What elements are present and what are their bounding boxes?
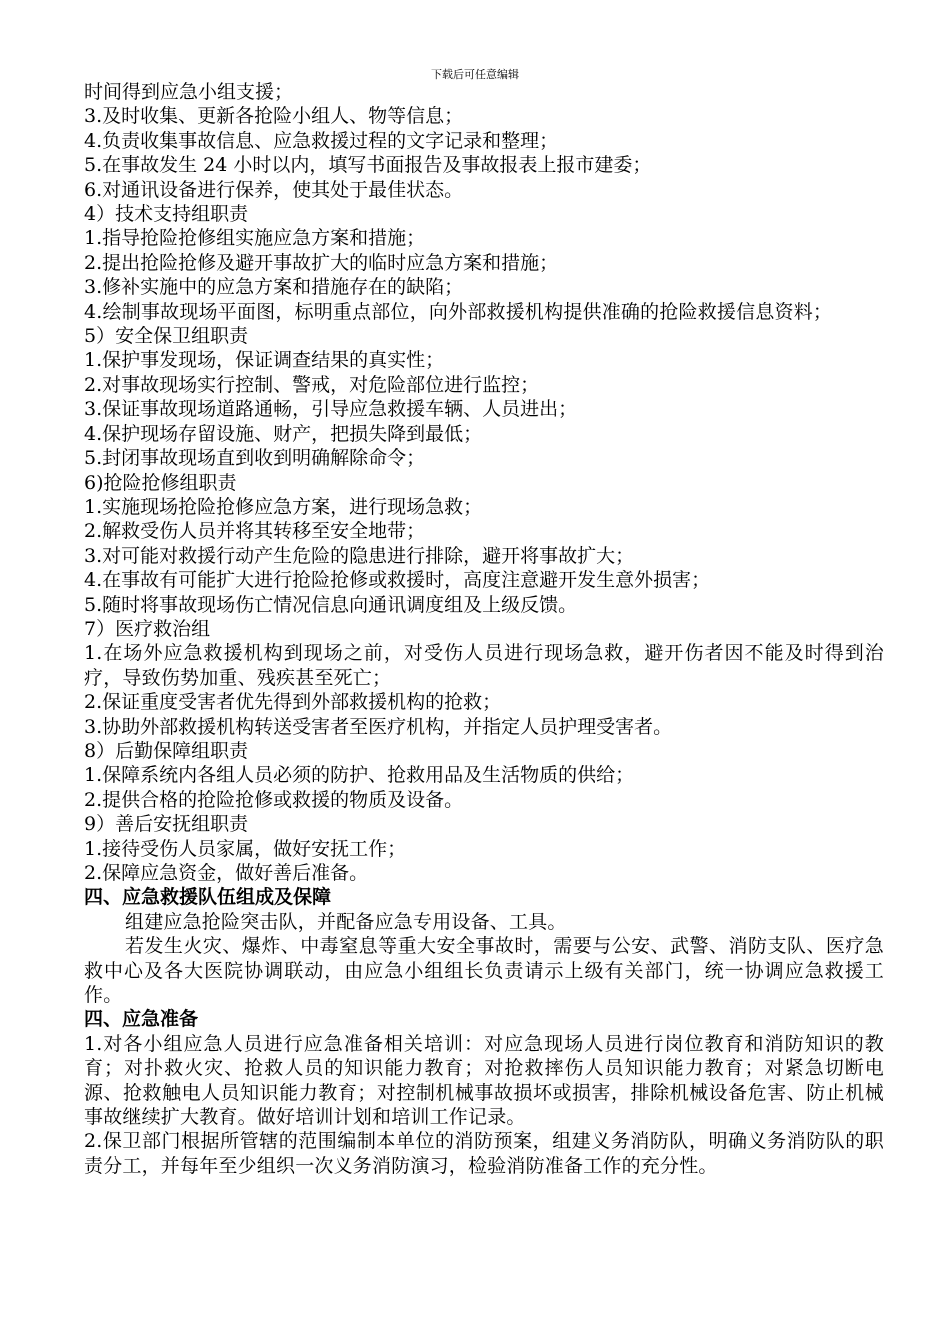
text-line: 3.修补实施中的应急方案和措施存在的缺陷；: [84, 276, 464, 299]
text-line: 5.在事故发生 24 小时以内，填写书面报告及事故报表上报市建委；: [84, 154, 652, 177]
text-line: 1.保障系统内各组人员必须的防护、抢救用品及生活物质的供给；: [84, 764, 635, 787]
indented-paragraph: 若发生火灾、爆炸、中毒窒息等重大安全事故时，需要与公安、武警、消防支队、医疗急救中心及各大医院协调联动，由应急小组组长负责请示上级有关部门，统一协调应急救援工作。: [84, 935, 884, 1007]
section-heading: 四、应急救援队伍组成及保障: [84, 886, 332, 909]
text-line: 4.负责收集事故信息、应急救援过程的文字记录和整理；: [84, 129, 559, 152]
text-line: 2.提供合格的抢险抢修或救援的物质及设备。: [84, 788, 464, 811]
text-line: 3.对可能对救援行动产生危险的隐患进行排除，避开将事故扩大；: [84, 544, 635, 567]
text-paragraph: 4.绘制事故现场平面图，标明重点部位，向外部救援机构提供准确的抢险救援信息资料；: [84, 300, 833, 323]
text-line: 4.保护现场存留设施、财产，把损失降到最低；: [84, 422, 483, 445]
text-paragraph: 2.保卫部门根据所管辖的范围编制本单位的消防预案，组建义务消防队，明确义务消防队的职责分工，并每年至少组织一次义务消防演习，检验消防准备工作的充分性。: [84, 1130, 884, 1177]
text-line: 6.对通讯设备进行保养，使其处于最佳状态。: [84, 178, 464, 201]
text-paragraph: 1.在场外应急救援机构到现场之前，对受伤人员进行现场急救，避开伤者因不能及时得到治疗，导致伤势加重、残疾甚至死亡；: [84, 642, 884, 689]
text-line: 4.在事故有可能扩大进行抢险抢修或救援时，高度注意避开发生意外损害；: [84, 569, 711, 592]
indented-paragraph: 组建应急抢险突击队，并配备应急专用设备、工具。: [125, 910, 567, 933]
text-line: 3.协助外部救援机构转送受害者至医疗机构，并指定人员护理受害者。: [84, 715, 673, 738]
text-line: 5.随时将事故现场伤亡情况信息向通讯调度组及上级反馈。: [84, 593, 578, 616]
text-line: 2.保证重度受害者优先得到外部救援机构的抢救；: [84, 691, 502, 714]
document-body: [84, 80, 884, 1178]
text-line: 2.提出抢险抢修及避开事故扩大的临时应急方案和措施；: [84, 251, 559, 274]
text-line: 4）技术支持组职责: [84, 203, 249, 226]
text-line: 7）医疗救治组: [84, 617, 211, 640]
text-line: 8）后勤保障组职责: [84, 739, 249, 762]
text-line: 2.保障应急资金，做好善后准备。: [84, 862, 369, 884]
text-paragraph: 1.对各小组应急人员进行应急准备相关培训：对应急现场人员进行岗位教育和消防知识的教育；对扑救火灾、抢救人员的知识能力教育；对抢救摔伤人员知识能力教育；对紧急切断电源、抢救触电人员知识能力教育；对控制机械事故损坏或损害，排除机械设备危害、防止机械事故继续扩大教育。做好培训计划和培训工作记录。: [84, 1032, 884, 1129]
text-line: 1.指导抢险抢修组实施应急方案和措施；: [84, 227, 426, 250]
text-line: 2.解救受伤人员并将其转移至安全地带；: [84, 520, 426, 543]
text-line: 2.对事故现场实行控制、警戒，对危险部位进行监控；: [84, 373, 540, 396]
text-line: 1.实施现场抢险抢修应急方案，进行现场急救；: [84, 495, 483, 518]
text-line: 3.及时收集、更新各抢险小组人、物等信息；: [84, 105, 464, 128]
text-line: 1.接待受伤人员家属，做好安抚工作；: [84, 837, 407, 860]
text-line: 6)抢险抢修组职责: [84, 471, 237, 494]
text-line: 1.保护事发现场，保证调查结果的真实性；: [84, 349, 445, 372]
text-line: 9）善后安抚组职责: [84, 813, 249, 836]
text-line: 5）安全保卫组职责: [84, 325, 249, 348]
text-line: 时间得到应急小组支援；: [84, 81, 294, 103]
text-line: 5.封闭事故现场直到收到明确解除命令；: [84, 447, 426, 470]
section-heading: 四、应急准备: [84, 1008, 199, 1031]
page-header: 下载后可任意编辑: [431, 68, 519, 81]
text-line: 3.保证事故现场道路通畅，引导应急救援车辆、人员进出；: [84, 398, 578, 421]
